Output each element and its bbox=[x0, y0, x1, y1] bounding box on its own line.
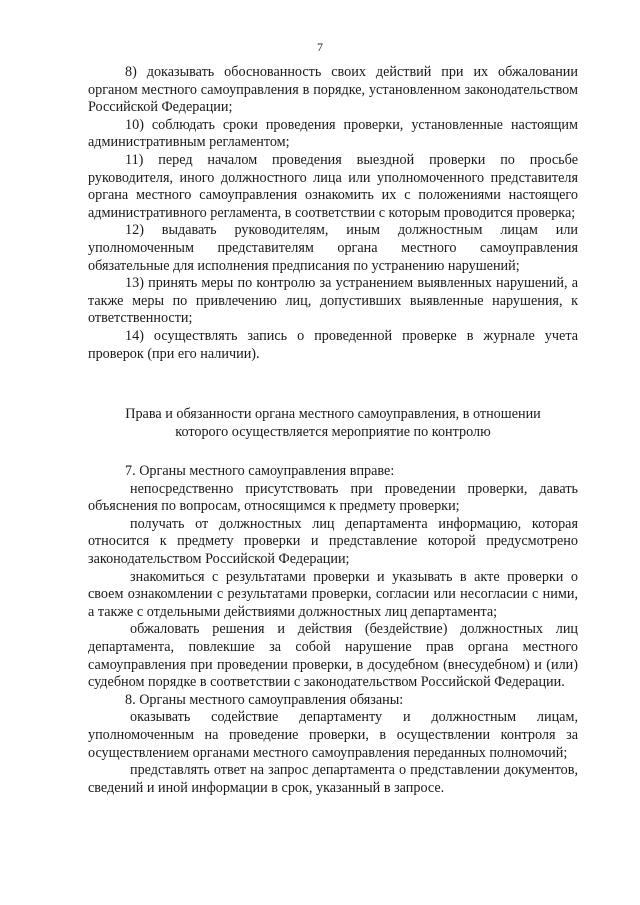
paragraph-item-8: 8) доказывать обоснованность своих действий при их обжаловании органом местного самоуправления в порядке, установленном законодательством Российской Федерации; bbox=[88, 64, 578, 116]
paragraph-item-10: 10) соблюдать сроки проведения проверки, установленные настоящим административным регламентом; bbox=[88, 116, 578, 151]
paragraph-duties-heading: 8. Органы местного самоуправления обязаны: bbox=[125, 691, 404, 708]
section-heading-line-2: которого осуществляется мероприятие по контролю bbox=[175, 424, 491, 441]
paragraph-right-receive-info: получать от должностных лиц департамента информацию, которая относится к предмету проверки и представление которой предусмотрено законодательством Российской Федерации; bbox=[88, 515, 578, 568]
paragraph-right-appeal: обжаловать решения и действия (бездействие) должностных лиц департамента, повлекшие за собой нарушение прав органа местного самоуправления при проведении проверки, в досудебном (внесудебном) и (или) судебном порядке в соответствии с законодательством Российской Федерации. bbox=[88, 621, 578, 691]
section-heading bbox=[88, 405, 578, 441]
paragraph-item-13: 13) принять меры по контролю за устранением выявленных нарушений, а также меры по привлечению лиц, допустивших выявленные нарушения, к ответственности; bbox=[88, 275, 578, 327]
paragraph-item-11: 11) перед началом проведения выездной проверки по просьбе руководителя, иного должностного лица или уполномоченного представителя органа местного самоуправления ознакомить их с положениями настоящего административного регламента, в соответствии с которым проводится проверка; bbox=[88, 151, 578, 221]
paragraph-right-review-results: знакомиться с результатами проверки и указывать в акте проверки о своем ознакомлении с результатами проверки, согласии или несогласии с ними, а также с отдельными действиями должностных лиц департамента; bbox=[88, 568, 578, 620]
document-body bbox=[88, 64, 578, 797]
paragraph-right-attend: непосредственно присутствовать при проведении проверки, давать объяснения по вопросам, относящимся к предмету проверки; bbox=[88, 480, 578, 515]
section-heading-line-1: Права и обязанности органа местного самоуправления, в отношении bbox=[125, 406, 541, 423]
spacer bbox=[88, 363, 578, 405]
page-number: 7 bbox=[317, 40, 323, 54]
paragraph-item-14: 14) осуществлять запись о проведенной проверке в журнале учета проверок (при его наличии). bbox=[88, 327, 578, 362]
spacer bbox=[88, 441, 578, 463]
paragraph-duty-respond: представлять ответ на запрос департамента о представлении документов, сведений и иной информации в срок, указанный в запросе. bbox=[88, 762, 578, 796]
paragraph-item-12: 12) выдавать руководителям, иным должностным лицам или уполномоченным представителям органа местного самоуправления обязательные для исполнения предписания по устранению нарушений; bbox=[88, 222, 578, 274]
paragraph-rights-heading: 7. Органы местного самоуправления вправе: bbox=[125, 463, 395, 480]
paragraph-duty-assist: оказывать содействие департаменту и должностным лицам, уполномоченным на проведение проверки, в осуществлении контроля за осуществлением органами местного самоуправления переданных полномочий; bbox=[88, 709, 578, 761]
